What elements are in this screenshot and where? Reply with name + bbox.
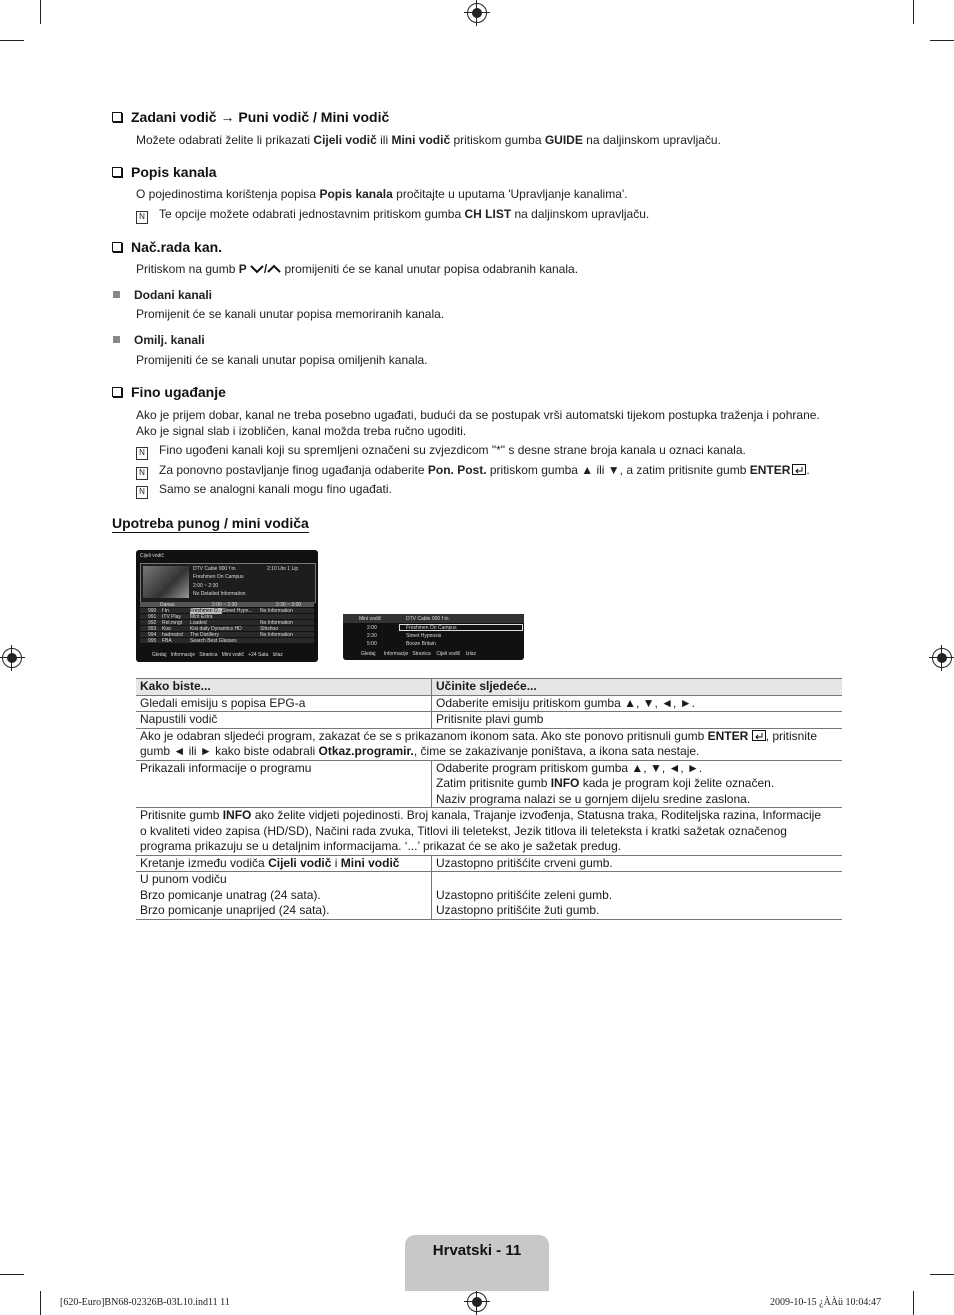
crop-mark xyxy=(40,0,41,24)
note: N Za ponovno postavljanje finog ugađanja odaberite Pon. Post. pritiskom gumba ▲ ili ▼, a zatim pritisnite gumb ENTER . xyxy=(136,462,856,479)
paragraph: Promijeniti će se kanali unutar popisa omiljenih kanala. xyxy=(136,353,428,367)
print-date-info: 2009-10-15 ¿ÀÀü 10:04:47 xyxy=(770,1297,882,1308)
mini-guide-screenshot: Mini vodič DTV Cable 900 f tn 2:00 Freshmen On Campus 2:30 Street Hypnosis 5:00 Booze Britain Gledaj Informacije Stranica Cijeli vodič Izlaz xyxy=(343,614,524,660)
guide-footer: Gledaj Informacije Stranica Mini vodič +24 Sata Izlaz xyxy=(152,652,283,658)
mini-guide-row[interactable]: Street Hypnosis xyxy=(406,633,442,639)
checkbox-bullet-icon xyxy=(112,242,122,252)
chevron-up-icon xyxy=(267,264,281,274)
registration-mark-icon xyxy=(467,3,487,23)
enter-icon xyxy=(752,730,766,741)
crop-mark xyxy=(930,1274,954,1275)
crop-mark xyxy=(913,0,914,24)
program-name: Freshmen On Campus xyxy=(193,574,244,580)
guide-row[interactable]: 992 Rel.mngt Loaded No Information xyxy=(140,620,314,625)
paragraph: Pritiskom na gumb P / promijeniti će se kanal unutar popisa odabranih kanala. xyxy=(136,262,579,276)
mini-guide-channel: DTV Cable 900 f tn xyxy=(406,616,449,622)
registration-mark-icon xyxy=(2,648,22,668)
table-row: U punom vodiču Brzo pomicanje unatrag (24 sata). Brzo pomicanje unaprijed (24 sata). Uzastopno pritišćite zeleni gumb. Uzastopno pritišćite žuti gumb. xyxy=(136,872,842,920)
note: N Te opcije možete odabrati jednostavnim pritiskom gumba CH LIST na daljinskom upravljaču. xyxy=(136,206,856,223)
section-title-guide-usage: Upotreba punog / mini vodiča xyxy=(112,515,309,531)
guide-row[interactable]: 995 FBA Search Best Glasses xyxy=(140,638,314,643)
chevron-down-icon xyxy=(250,264,264,274)
section-title-guide: Zadani vodič → Puni vodič / Mini vodič xyxy=(112,109,389,125)
note-icon: N xyxy=(136,467,148,480)
guide-actions-table xyxy=(136,678,842,920)
section-title-channel-list: Popis kanala xyxy=(112,164,217,180)
section-title-channel-mode: Nač.rada kan. xyxy=(112,239,222,255)
enter-icon xyxy=(792,464,806,475)
guide-row[interactable]: 994 hadmstrd The Distillery No Information xyxy=(140,632,314,637)
paragraph: Ako je signal slab i izobličen, kanal možda treba ručno ugoditi. xyxy=(136,424,467,438)
crop-mark xyxy=(0,40,24,41)
guide-header-row: Danas 2:00 ~ 2:30 2:30 ~ 3:00 xyxy=(140,602,314,607)
paragraph: Možete odabrati želite li prikazati Cijeli vodič ili Mini vodič pritiskom gumba GUIDE na daljinskom upravljaču. xyxy=(136,133,721,147)
sub-item-title: Dodani kanali xyxy=(113,287,212,303)
table-row: Prikazali informacije o programu Odaberite program pritiskom gumba ▲, ▼, ◄, ►. Zatim pritisnite gumb INFO kada je program koji želite označen. Naziv programa nalazi se u gornjem dijelu sredine zaslona. xyxy=(136,760,842,808)
paragraph: Promijenit će se kanali unutar popisa memoriranih kanala. xyxy=(136,307,445,321)
preview-thumbnail xyxy=(143,566,189,598)
guide-row[interactable]: 990 f tn Freshmen O... Street Hypn... No Information xyxy=(140,608,314,613)
guide-row[interactable]: 991 ITV Play Mint Extra xyxy=(140,614,314,619)
table-row: Napustili vodič Pritisnite plavi gumb xyxy=(136,712,842,729)
program-detail: No Detailed Information xyxy=(193,591,246,597)
table-row: Ako je odabran sljedeći program, zakazat će se s prikazanom ikonom sata. Ako ste ponovo pritisnuli gumb ENTER , pritisnite gumb ◄ ili ► kako biste odabrali Otkaz.programir., čime se zakazivanje poništava, a ikona sata nestaje. xyxy=(136,728,842,760)
full-guide-title: Cijeli vodič xyxy=(140,553,164,559)
full-guide-screenshot xyxy=(136,550,318,662)
crop-mark xyxy=(913,1291,914,1315)
time-slot: 2:00 ~ 2:30 xyxy=(193,583,219,589)
mini-guide-row-selected[interactable]: Freshmen On Campus xyxy=(399,624,523,631)
note: N Samo se analogni kanali mogu fino ugađati. xyxy=(136,481,856,498)
channel-name: DTV Cable 900 f tn xyxy=(193,566,236,572)
checkbox-bullet-icon xyxy=(112,387,122,397)
note-icon: N xyxy=(136,211,148,224)
guide-row[interactable]: 993 Kisc Kisi daily Dynamics HD Shishoo xyxy=(140,626,314,631)
crop-mark xyxy=(930,40,954,41)
crop-mark xyxy=(40,1291,41,1315)
mini-guide-footer: Gledaj Informacije Stranica Cijeli vodič Izlaz xyxy=(361,651,477,657)
square-bullet-icon xyxy=(113,336,120,343)
print-file-info: [620-Euro]BN68-02326B-03L10.ind11 11 xyxy=(60,1297,230,1308)
note-icon: N xyxy=(136,486,148,499)
square-bullet-icon xyxy=(113,291,120,298)
section-title-fine-tune: Fino ugađanje xyxy=(112,384,226,400)
clock-text: 2:10 Uto 1 Lip xyxy=(267,566,299,572)
table-header: Kako biste... Učinite sljedeće... xyxy=(136,679,842,696)
table-row: Gledali emisiju s popisa EPG-a Odaberite emisiju pritiskom gumba ▲, ▼, ◄, ►. xyxy=(136,695,842,712)
program-info-box xyxy=(140,563,316,603)
note: N Fino ugođeni kanali koji su spremljeni označeni su zvjezdicom "*" s desne strane broja kanala u oznaci kanala. xyxy=(136,442,856,459)
registration-mark-icon xyxy=(932,648,952,668)
paragraph: O pojedinostima korištenja popisa Popis kanala pročitajte u uputama 'Upravljanje kanalima'. xyxy=(136,187,628,201)
table-row: Kretanje između vodiča Cijeli vodič i Mini vodič Uzastopno pritišćite crveni gumb. xyxy=(136,855,842,872)
table-row: Pritisnite gumb INFO ako želite vidjeti pojedinosti. Broj kanala, Trajanje izvođenja, Statusna traka, Roditeljska razina, Informacije o kvaliteti video zapisa (HD/SD), Načini rada zvuka, Titlovi ili teletekst, Jezik titlova ili teleteksta i kratki sažetak označenog programa prikazuju se u detaljnim informacijama. ‘...’ prikazat će se ako je sažetak predug. xyxy=(136,808,842,856)
mini-guide-title: Mini vodič xyxy=(359,616,382,622)
page-number: Hrvatski - 11 xyxy=(432,1242,522,1259)
mini-guide-row[interactable]: Booze Britain xyxy=(406,641,436,647)
note-icon: N xyxy=(136,447,148,460)
sub-item-title: Omilj. kanali xyxy=(113,332,205,348)
paragraph: Ako je prijem dobar, kanal ne treba posebno ugađati, budući da se postupak vrši automatski tijekom postupka traženja i pohrane. xyxy=(136,408,820,422)
checkbox-bullet-icon xyxy=(112,112,122,122)
registration-mark-icon xyxy=(467,1292,487,1312)
checkbox-bullet-icon xyxy=(112,167,122,177)
crop-mark xyxy=(0,1274,24,1275)
